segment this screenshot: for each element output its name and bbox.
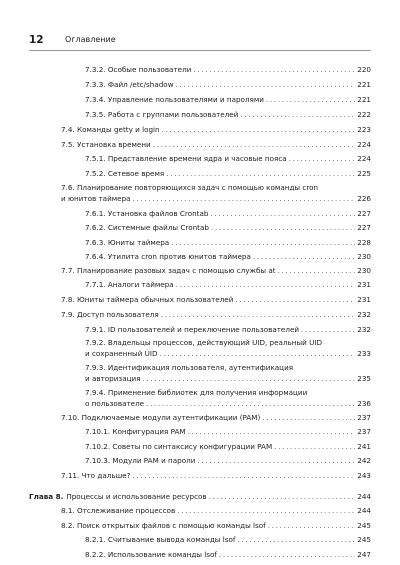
toc-entry-page: 230 <box>357 266 371 275</box>
toc-entry-label: 7.11. Что дальше? <box>61 471 131 480</box>
dot-leader <box>166 168 355 179</box>
toc-entry <box>61 182 371 204</box>
toc-entry-page: 242 <box>357 456 371 465</box>
toc-entry-label: 7.4. Команды getty и login <box>61 125 160 134</box>
toc-entry-label: 7.9.2. Владельцы процессов, действующий UID, реальный UID <box>85 338 323 347</box>
toc-entry-page: 244 <box>357 506 371 515</box>
toc-entry-page: 221 <box>357 95 371 104</box>
toc-entry <box>61 470 371 481</box>
dot-leader <box>197 455 355 466</box>
toc-entry-label: 7.5.1. Представление времени ядра и часовые пояса <box>85 154 287 163</box>
toc-entry <box>61 294 371 305</box>
toc-entry-page: 245 <box>357 535 371 544</box>
dot-leader <box>289 153 356 164</box>
toc-entry-label: 7.6.2. Системные файлы Crontab <box>85 223 209 232</box>
dot-leader <box>209 491 356 502</box>
toc-entry-page: 224 <box>357 154 371 163</box>
dot-leader <box>274 441 355 452</box>
running-title: Оглавление <box>65 35 116 44</box>
toc-entry-page: 237 <box>357 427 371 436</box>
toc-entry-label: 8.2.2. Использование команды lsof <box>85 550 217 559</box>
dot-leader <box>146 398 355 409</box>
dot-leader <box>262 412 355 423</box>
toc-entry <box>85 168 371 179</box>
toc-entry-page: 231 <box>357 295 371 304</box>
dot-leader <box>162 124 356 135</box>
toc-entry-page: 220 <box>357 65 371 74</box>
toc-entry <box>85 208 371 219</box>
toc-entry <box>85 79 371 90</box>
dot-leader <box>211 222 355 233</box>
toc-entry-page: 231 <box>357 280 371 289</box>
toc-entry <box>85 337 371 359</box>
toc-entry-page: 221 <box>357 80 371 89</box>
toc-entry-page: 228 <box>357 238 371 247</box>
dot-leader <box>301 324 355 335</box>
toc-entry-label: 7.6. Планирование повторяющихся задач с помощью команды cron <box>61 183 319 192</box>
dot-leader <box>153 139 356 150</box>
toc-entry-label: 7.3.5. Работа с группами пользователей <box>85 110 239 119</box>
toc-entry-label: 7.7. Планирование разовых задач с помощью службы at <box>61 266 276 275</box>
toc-entry-page: 247 <box>357 550 371 559</box>
toc-entry-label: 7.9.4. Применение библиотек для получения информации <box>85 388 308 397</box>
toc-entry-page: 241 <box>357 442 371 451</box>
dot-leader <box>171 237 355 248</box>
toc-entry-label: 7.9.1. ID пользователей и переключение пользователей <box>85 325 300 334</box>
toc-entry-page: 232 <box>357 310 371 319</box>
dot-leader <box>177 505 355 516</box>
toc-entry <box>61 124 371 135</box>
toc-entry-label-cont: и авторизация <box>85 374 141 383</box>
toc-entry <box>85 237 371 248</box>
toc-entry <box>85 426 371 437</box>
toc-entry <box>85 455 371 466</box>
toc-entry-label: 7.9.3. Идентификация пользователя, аутентификация <box>85 363 294 372</box>
toc-entry-page: 227 <box>357 223 371 232</box>
dot-leader <box>176 79 356 90</box>
toc-entry <box>85 549 371 560</box>
toc-entry-label: 7.6.4. Утилита cron против юнитов таймера <box>85 252 251 261</box>
toc-entry-page: 227 <box>357 209 371 218</box>
dot-leader <box>193 64 355 75</box>
dot-leader <box>266 94 355 105</box>
toc-entry-label: 7.10. Подключаемые модули аутентификации (PAM) <box>61 413 261 422</box>
toc-entry <box>85 387 371 409</box>
dot-leader <box>161 309 356 320</box>
toc-entry-label: 8.2. Поиск открытых файлов с помощью команды lsof <box>61 521 266 530</box>
toc-entry-label: 7.6.3. Юниты таймера <box>85 238 170 247</box>
toc-entry-label: 7.6.1. Установка файлов Crontab <box>85 209 209 218</box>
toc-entry <box>85 153 371 164</box>
toc-entry-page: 236 <box>357 399 371 408</box>
toc-entry <box>85 534 371 545</box>
toc-entry-label: 8.2.1. Считывание вывода команды lsof <box>85 535 236 544</box>
toc-entry-label: 7.9. Доступ пользователя <box>61 310 159 319</box>
toc-entry-label-cont: и сохраненный UID <box>85 349 158 358</box>
toc-entry <box>61 265 371 276</box>
toc-entry-label: 7.5. Установка времени <box>61 140 151 149</box>
dot-leader <box>253 251 355 262</box>
toc-entry-label: 7.7.1. Аналоги таймера <box>85 280 174 289</box>
dot-leader <box>133 193 356 204</box>
toc-entry-label-cont: о пользователе <box>85 399 145 408</box>
toc-entry <box>61 412 371 423</box>
dot-leader <box>143 373 356 384</box>
toc-chapter-entry <box>29 491 371 502</box>
dot-leader <box>132 470 355 481</box>
toc-entry-page: 232 <box>357 325 371 334</box>
toc-entry-page: 233 <box>357 349 371 358</box>
chapter-number: Глава 8. <box>29 492 64 501</box>
toc-entry-label: 7.3.4. Управление пользователями и паролями <box>85 95 264 104</box>
toc-entry <box>61 309 371 320</box>
dot-leader <box>235 294 355 305</box>
toc-entry-label: Процессы и использование ресурсов <box>66 492 207 501</box>
toc-entry <box>61 520 371 531</box>
toc-entry <box>85 324 371 335</box>
dot-leader <box>160 348 356 359</box>
page-number: 12 <box>29 34 44 46</box>
dot-leader <box>188 426 356 437</box>
toc-entry-page: 230 <box>357 252 371 261</box>
toc-entry-label: 7.5.2. Сетевое время <box>85 169 165 178</box>
toc-entry-page: 225 <box>357 169 371 178</box>
dot-leader <box>278 265 356 276</box>
toc-entry-label: 7.3.3. Файл /etc/shadow <box>85 80 174 89</box>
toc-entry-label: 7.3.2. Особые пользователи <box>85 65 192 74</box>
dot-leader <box>237 534 355 545</box>
toc-entry-label-cont: и юнитов таймера <box>61 194 131 203</box>
dot-leader <box>268 520 356 531</box>
toc-entry <box>85 109 371 120</box>
toc-entry-page: 237 <box>357 413 371 422</box>
toc-entry <box>85 362 371 384</box>
toc-entry <box>61 505 371 516</box>
dot-leader <box>219 549 355 560</box>
toc-entry-label: 8.1. Отслеживание процессов <box>61 506 176 515</box>
dot-leader <box>240 109 355 120</box>
toc-entry-label: 7.10.1. Конфигурация PAM <box>85 427 186 436</box>
toc-entry-label: 7.10.3. Модули PAM и пароли <box>85 456 196 465</box>
toc-entry-label: 7.10.2. Советы по синтаксису конфигурации PAM <box>85 442 273 451</box>
toc-entry-page: 226 <box>357 194 371 203</box>
toc-entry-page: 223 <box>357 125 371 134</box>
toc-entry <box>85 64 371 75</box>
toc-entry <box>85 222 371 233</box>
toc-entry <box>61 139 371 150</box>
dot-leader <box>210 208 355 219</box>
dot-leader <box>176 279 356 290</box>
toc-entry-page: 244 <box>357 492 371 501</box>
toc-entry-label: 7.8. Юниты таймера обычных пользователей <box>61 295 234 304</box>
toc-entry-page: 245 <box>357 521 371 530</box>
toc-entry-page: 243 <box>357 471 371 480</box>
toc-entry-page: 222 <box>357 110 371 119</box>
toc-entry-page: 235 <box>357 374 371 383</box>
toc-entry <box>85 279 371 290</box>
toc-entry <box>85 441 371 452</box>
toc-entry <box>85 251 371 262</box>
toc-entry <box>85 94 371 105</box>
toc-entry-page: 224 <box>357 140 371 149</box>
